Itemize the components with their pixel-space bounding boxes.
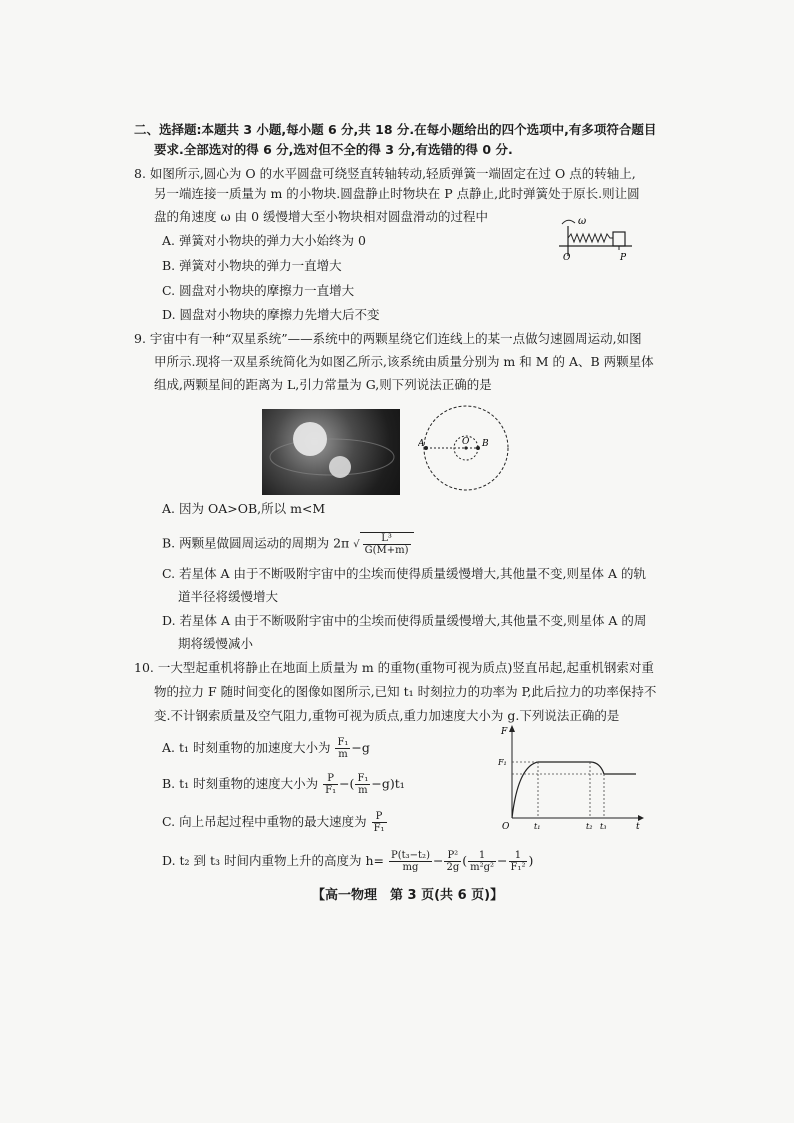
t2-label: t₂ bbox=[586, 822, 593, 831]
o-label: O bbox=[502, 822, 510, 832]
label-o: O bbox=[462, 437, 470, 447]
star-b-dot bbox=[476, 446, 480, 450]
fraction bbox=[509, 850, 528, 873]
binary-star-photo bbox=[262, 409, 400, 495]
fraction-denominator: F₁² bbox=[510, 862, 526, 873]
q9-option-d-line1: D. 若星体 A 由于不断吸附宇宙中的尘埃而使得质量缓慢增大,其他量不变,则星体 A 的周 bbox=[162, 613, 647, 628]
binary-star-photo-art bbox=[262, 409, 400, 495]
q10-option-d-tail: ) bbox=[528, 853, 534, 868]
omega-label: ω bbox=[578, 216, 587, 227]
q8-stem-line1: 8. 如图所示,圆心为 O 的水平圆盘可绕竖直转轴转动,轻质弹簧一端固定在过 O 点的转轴上, bbox=[134, 166, 636, 181]
sqrt-expression: √ $\frac{\text{L³}}{G(M+m)}$ bbox=[353, 532, 413, 556]
fraction bbox=[468, 850, 496, 873]
t1-label: t₁ bbox=[534, 822, 541, 831]
t3-label: t₃ bbox=[600, 822, 607, 831]
q10-option-b-text: B. t₁ 时刻重物的速度大小为 bbox=[162, 776, 319, 791]
q8-option-d: D. 圆盘对小物块的摩擦力先增大后不变 bbox=[162, 307, 380, 322]
sqrt-numerator: L³ bbox=[363, 533, 411, 545]
q9-binary-diagram bbox=[418, 400, 516, 498]
q9-stem-line1: 9. 宇宙中有一种“双星系统”——系统中的两颗星绕它们连线上的某一点做匀速圆周运动,如图 bbox=[134, 331, 642, 346]
q10-option-b-tail: −g)t₁ bbox=[371, 776, 405, 791]
label-a: A bbox=[418, 439, 425, 449]
section-header-line1: 二、选择题:本题共 3 小题,每小题 6 分,共 18 分.在每小题给出的四个选项中,有多项符合题目 bbox=[134, 122, 657, 137]
q9-option-b-text: B. 两颗星做圆周运动的周期为 2π bbox=[162, 535, 350, 551]
q8-stem-line3: 盘的角速度 ω 由 0 缓慢增大至小物块相对圆盘滑动的过程中 bbox=[154, 209, 489, 224]
q10-option-d-paren: ( bbox=[462, 853, 468, 868]
q9-option-d-line2: 期将缓慢减小 bbox=[178, 636, 254, 651]
p-label: P bbox=[620, 253, 627, 263]
fraction-numerator: 1 bbox=[468, 850, 496, 862]
q10-option-a-tail: −g bbox=[351, 740, 370, 755]
q8-disk-figure bbox=[558, 212, 648, 264]
q10-option-b-op: −( bbox=[339, 776, 355, 791]
q9-stem-line2: 甲所示.现将一双星系统简化为如图乙所示,该系统由质量分别为 m 和 M 的 A、B 两颗星体 bbox=[154, 354, 654, 369]
fraction-numerator: F₁ bbox=[337, 737, 349, 748]
q9-stem-line3: 组成,两颗星间的距离为 L,引力常量为 G,则下列说法正确的是 bbox=[154, 377, 492, 392]
q10-stem-line1: 10. 一大型起重机将静止在地面上质量为 m 的重物(重物可视为质点)竖直吊起,起重机钢索对重 bbox=[134, 660, 654, 675]
f1-label: F₁ bbox=[498, 758, 507, 767]
star-small bbox=[329, 456, 351, 478]
star-large bbox=[293, 422, 327, 456]
o-label: O bbox=[563, 253, 571, 263]
fraction-numerator: 1 bbox=[509, 850, 528, 862]
fraction-numerator: P² bbox=[444, 850, 461, 862]
fraction bbox=[335, 737, 350, 760]
fraction-numerator: P bbox=[323, 773, 338, 785]
fraction bbox=[355, 773, 370, 796]
fraction-numerator: F₁ bbox=[357, 773, 369, 784]
q10-option-d-text: D. t₂ 到 t₃ 时间内重物上升的高度为 h= bbox=[162, 853, 385, 868]
fraction-denominator: m²g² bbox=[470, 862, 495, 873]
fraction-denominator: F₁ bbox=[373, 823, 385, 834]
section-header-line2: 要求.全部选对的得 6 分,选对但不全的得 3 分,有选错的得 0 分. bbox=[154, 142, 513, 157]
fraction bbox=[372, 811, 387, 834]
q8-option-b: B. 弹簧对小物块的弹力一直增大 bbox=[162, 258, 342, 273]
q10-stem-line2: 物的拉力 F 随时间变化的图像如图所示,已知 t₁ 时刻拉力的功率为 P,此后拉力的功率保持不 bbox=[154, 684, 657, 699]
fraction-denominator: F₁ bbox=[325, 785, 337, 796]
t-axis-arrow-icon bbox=[638, 815, 644, 821]
fraction bbox=[389, 850, 432, 873]
q8-option-c: C. 圆盘对小物块的摩擦力一直增大 bbox=[162, 283, 355, 298]
q10-option-d-op: − bbox=[432, 853, 444, 868]
q10-option-c bbox=[162, 811, 388, 834]
t-label: t bbox=[636, 822, 640, 832]
fraction-numerator: P bbox=[372, 811, 387, 823]
q10-option-c-text: C. 向上吊起过程中重物的最大速度为 bbox=[162, 814, 367, 829]
f-label: F bbox=[501, 727, 508, 737]
q10-option-a bbox=[162, 737, 370, 760]
q9-option-c-line1: C. 若星体 A 由于不断吸附宇宙中的尘埃而使得质量缓慢增大,其他量不变,则星体 A 的轨 bbox=[162, 566, 646, 581]
page-footer: 【高一物理 第 3 页(共 6 页)】 bbox=[312, 888, 504, 903]
star-a-dot bbox=[424, 446, 428, 450]
f-axis-arrow-icon bbox=[509, 725, 515, 732]
q10-force-time-graph bbox=[498, 722, 646, 832]
q8-option-a: A. 弹簧对小物块的弹力大小始终为 0 bbox=[162, 233, 366, 248]
q9-option-c-line2: 道半径将缓慢增大 bbox=[178, 589, 279, 604]
label-b: B bbox=[482, 439, 489, 449]
spring-icon bbox=[568, 234, 613, 242]
fraction-denominator: m bbox=[338, 749, 348, 760]
fraction-numerator: P(t₃−t₂) bbox=[391, 850, 430, 861]
fraction bbox=[444, 850, 461, 873]
fraction bbox=[323, 773, 338, 796]
q8-stem-line2: 另一端连接一质量为 m 的小物块.圆盘静止时物块在 P 点静止,此时弹簧处于原长.则让圆 bbox=[154, 186, 640, 201]
q10-option-d-op2: − bbox=[497, 853, 508, 868]
q10-option-b bbox=[162, 773, 405, 796]
rotation-arrow-icon bbox=[562, 220, 575, 224]
q10-option-a-text: A. t₁ 时刻重物的加速度大小为 bbox=[162, 740, 331, 755]
q10-option-d bbox=[162, 850, 533, 873]
q9-option-a: A. 因为 OA>OB,所以 m<M bbox=[162, 501, 326, 516]
q9-option-b bbox=[162, 532, 414, 556]
block-icon bbox=[613, 232, 625, 246]
force-curve bbox=[512, 762, 636, 818]
q10-stem-line3: 变.不计钢索质量及空气阻力,重物可视为质点,重力加速度大小为 g.下列说法正确的是 bbox=[154, 708, 620, 723]
fraction-denominator: 2g bbox=[446, 862, 460, 873]
fraction-denominator: m bbox=[358, 785, 368, 796]
sqrt-denominator: G(M+m) bbox=[364, 545, 409, 556]
fraction-denominator: mg bbox=[402, 862, 419, 873]
